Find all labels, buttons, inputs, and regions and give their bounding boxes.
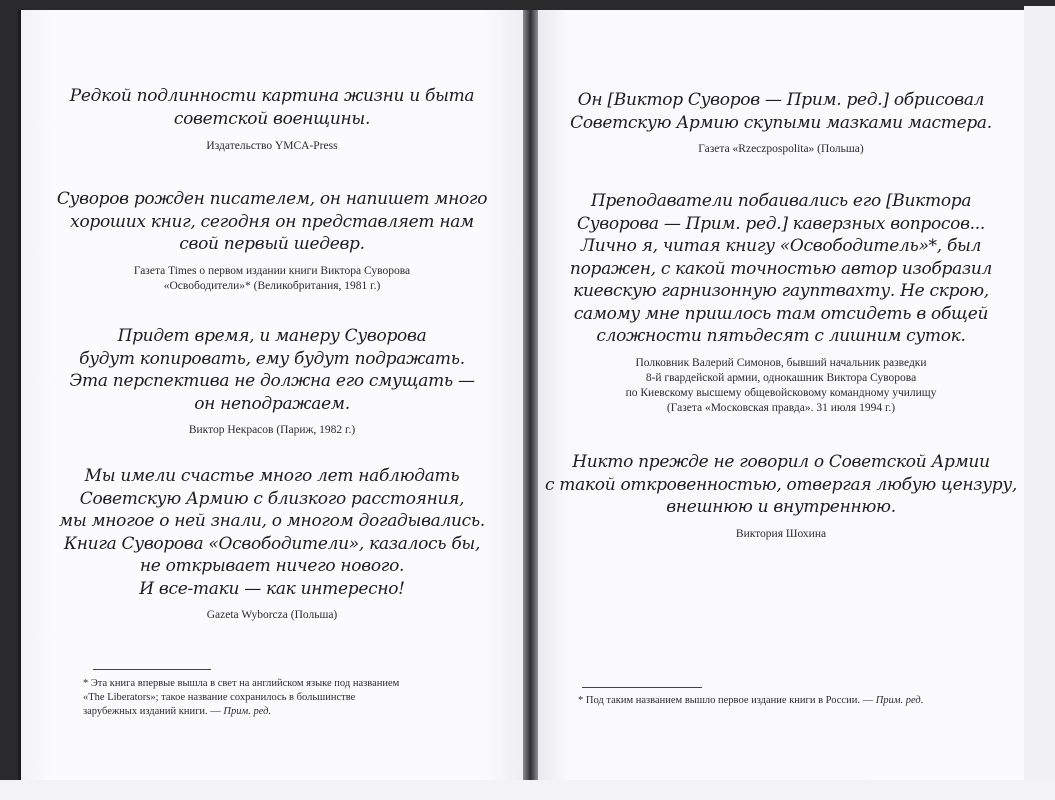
quote-line: Суворова — Прим. ред.] каверзных вопросов... xyxy=(577,213,985,234)
quote-line: самому мне пришлось там отсидеть в общей xyxy=(573,303,989,324)
quote-7 xyxy=(538,451,1024,542)
footnote-line: * Эта книга впервые вышла в свет на английском языке под названием xyxy=(83,678,400,689)
quote-line: внешнюю и внутреннюю. xyxy=(666,497,896,517)
quote-attribution: Виктор Некрасов (Париж, 1982 г.) xyxy=(188,424,356,436)
footnote-line: «The Liberators»; такое название сохранилось в большинстве xyxy=(83,692,356,703)
quote-line: Он [Виктор Суворов — Прим. ред.] обрисовал xyxy=(577,90,985,110)
quote-attribution: Gazeta Wyborcza (Польша) xyxy=(206,609,338,621)
scan-margin-bottom xyxy=(0,780,1055,800)
quote-line: поражен, с какой точностью автор изобразил xyxy=(569,258,993,279)
quote-line: мы многое о ней знали, о многом догадывались. xyxy=(59,511,485,531)
quote-line: киевскую гарнизонную гауптвахту. Не скрою, xyxy=(573,281,989,301)
footnote xyxy=(83,677,503,719)
quote-line: Советскую Армию скупыми мазками мастера. xyxy=(570,112,992,133)
quote-line: Суворов рожден писателем, он напишет много xyxy=(56,189,488,209)
quote-attribution: по Киевскому высшему общевойсковому командному училищу xyxy=(625,386,937,399)
quote-5 xyxy=(538,89,1024,157)
quote-line: будут копировать, ему будут подражать. xyxy=(79,348,465,369)
quote-3 xyxy=(21,325,523,438)
quote-6 xyxy=(538,190,1024,416)
quote-line: с такой откровенностью, отвергая любую цензуру, xyxy=(544,474,1018,495)
quote-line: Эта перспектива не должна его смущать — xyxy=(69,371,475,391)
quote-line: сложности пятьдесят с лишним суток. xyxy=(596,326,966,346)
footnote xyxy=(578,694,1008,708)
footnote-rule xyxy=(582,687,702,688)
quote-attribution: Газета «Rzeczpospolita» (Польша) xyxy=(698,143,864,155)
quote-line: Лично я, читая книгу «Освободитель»*, был xyxy=(580,236,982,256)
quote-attribution: Виктория Шохина xyxy=(735,527,827,540)
quote-line: Советскую Армию с близкого расстояния, xyxy=(79,488,465,509)
quote-line: Редкой подлинности картина жизни и быта xyxy=(69,86,475,106)
quote-line: советской военщины. xyxy=(173,108,371,129)
quote-line: Мы имели счастье много лет наблюдать xyxy=(84,466,460,486)
quote-attribution: «Освободители»* (Великобритания, 1981 г.) xyxy=(163,279,381,292)
quote-line: хороших книг, сегодня он представляет нам xyxy=(70,211,474,232)
quote-attribution: (Газета «Московская правда». 31 июля 1994 г.) xyxy=(666,401,896,414)
quote-line: не открывает ничего нового. xyxy=(139,556,405,576)
quote-line: Преподаватели побаивались его [Виктора xyxy=(590,191,972,211)
quote-line: Никто прежде не говорил о Советской Армии xyxy=(572,452,990,472)
scan-margin xyxy=(1024,6,1055,800)
quote-line: он неподражаем. xyxy=(194,393,350,414)
left-page xyxy=(18,10,523,780)
book-gutter xyxy=(523,10,538,780)
quote-attribution: 8-й гвардейской армии, однокашник Виктора Суворова xyxy=(645,371,917,384)
quote-attribution: Полковник Валерий Симонов, бывший начальник разведки xyxy=(635,356,927,369)
quote-attribution: Газета Times о первом издании книги Виктора Суворова xyxy=(133,264,411,277)
quote-line: Книга Суворова «Освободители», казалось бы, xyxy=(63,533,481,554)
quote-line: свой первый шедевр. xyxy=(179,234,365,254)
right-page xyxy=(538,10,1024,780)
quote-line: И все-таки — как интересно! xyxy=(139,578,405,599)
quote-1 xyxy=(21,85,523,154)
quote-line: Придет время, и манеру Суворова xyxy=(117,326,427,346)
footnote-line: * Под таким названием вышло первое издание книги в России. — Прим. ред. xyxy=(578,695,924,706)
quote-4 xyxy=(21,465,523,623)
footnote-rule xyxy=(93,669,211,670)
quote-2 xyxy=(21,188,523,294)
quote-attribution: Издательство YMCA-Press xyxy=(206,140,338,152)
footnote-line: зарубежных изданий книги. — Прим. ред. xyxy=(83,706,272,717)
